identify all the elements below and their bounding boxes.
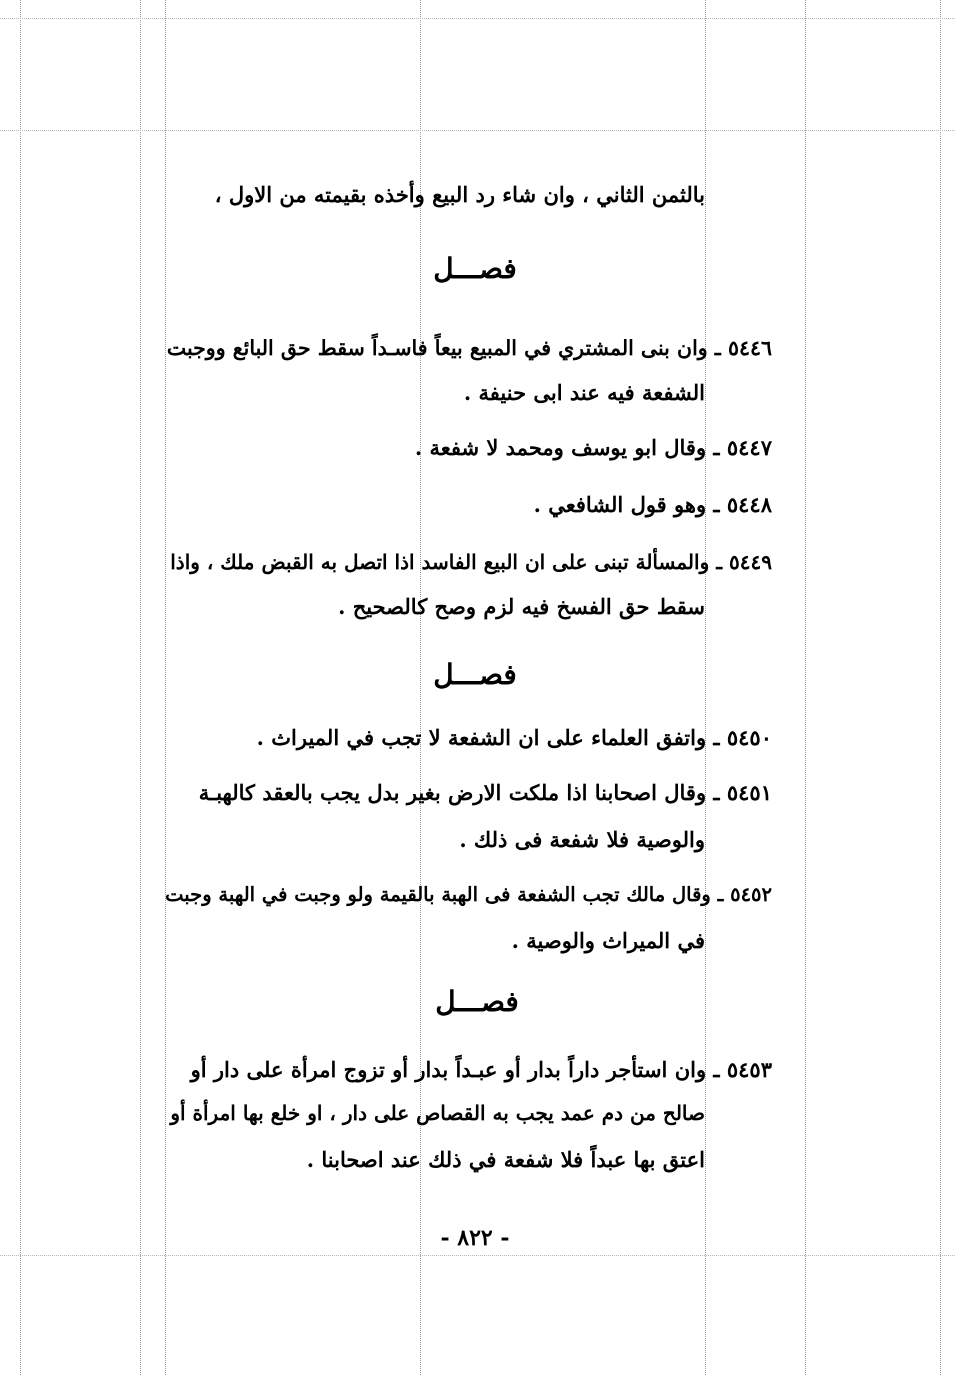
entry-line: في الميراث والوصية . bbox=[511, 928, 705, 953]
section-heading: فصـــل bbox=[433, 658, 517, 691]
grid-line bbox=[140, 0, 141, 1375]
grid-line bbox=[165, 0, 166, 1375]
entry-line: ٥٤٤٦ ـ وان بنى المشتري في المبيع بيعاً فاسـداً سقط حق البائع ووجبت bbox=[166, 336, 772, 360]
entry-line: ٥٤٥٢ ـ وقال مالك تجب الشفعة فى الهبة بالقيمة ولو وجبت في الهبة وجبت bbox=[165, 883, 772, 906]
section-heading: فصـــل bbox=[435, 985, 519, 1018]
page-number: - ٨٢٢ - bbox=[440, 1225, 510, 1251]
entry-line: صالح من دم عمد يجب به القصاص على دار ، او خلع بها امرأة أو bbox=[170, 1101, 705, 1125]
entry-line: ٥٤٥٠ ـ واتفق العلماء على ان الشفعة لا تجب في الميراث . bbox=[256, 725, 772, 750]
grid-line bbox=[0, 1255, 955, 1256]
grid-line bbox=[20, 0, 21, 1375]
entry-line: والوصية فلا شفعة فى ذلك . bbox=[459, 827, 705, 852]
grid-line bbox=[0, 18, 955, 19]
intro-line: بالثمن الثاني ، وان شاء رد البيع وأخذه بقيمته من الاول ، bbox=[214, 182, 705, 207]
entry-line: اعتق بها عبداً فلا شفعة في ذلك عند اصحابنا . bbox=[306, 1147, 705, 1172]
entry-line: ٥٤٤٨ ـ وهو قول الشافعي . bbox=[533, 492, 772, 517]
entry-line: ٥٤٤٧ ـ وقال ابو يوسف ومحمد لا شفعة . bbox=[414, 435, 772, 460]
entry-line: سقط حق الفسخ فيه لزم وصح كالصحيح . bbox=[338, 594, 705, 619]
entry-line: ٥٤٥١ ـ وقال اصحابنا اذا ملكت الارض بغير بدل يجب بالعقد كالهبـة bbox=[198, 780, 772, 805]
grid-line bbox=[705, 0, 706, 1375]
section-heading: فصـــل bbox=[433, 252, 517, 285]
grid-line bbox=[805, 0, 806, 1375]
grid-line bbox=[0, 130, 955, 131]
grid-line bbox=[940, 0, 941, 1375]
entry-line: الشفعة فيه عند ابى حنيفة . bbox=[463, 380, 705, 405]
entry-line: ٥٤٥٣ ـ وان استأجر داراً بدار أو عبـداً بدار أو تزوج امرأة على دار أو bbox=[190, 1057, 772, 1082]
entry-line: ٥٤٤٩ ـ والمسألة تبنى على ان البيع الفاسد اذا اتصل به القبض ملك ، واذا bbox=[170, 550, 772, 574]
